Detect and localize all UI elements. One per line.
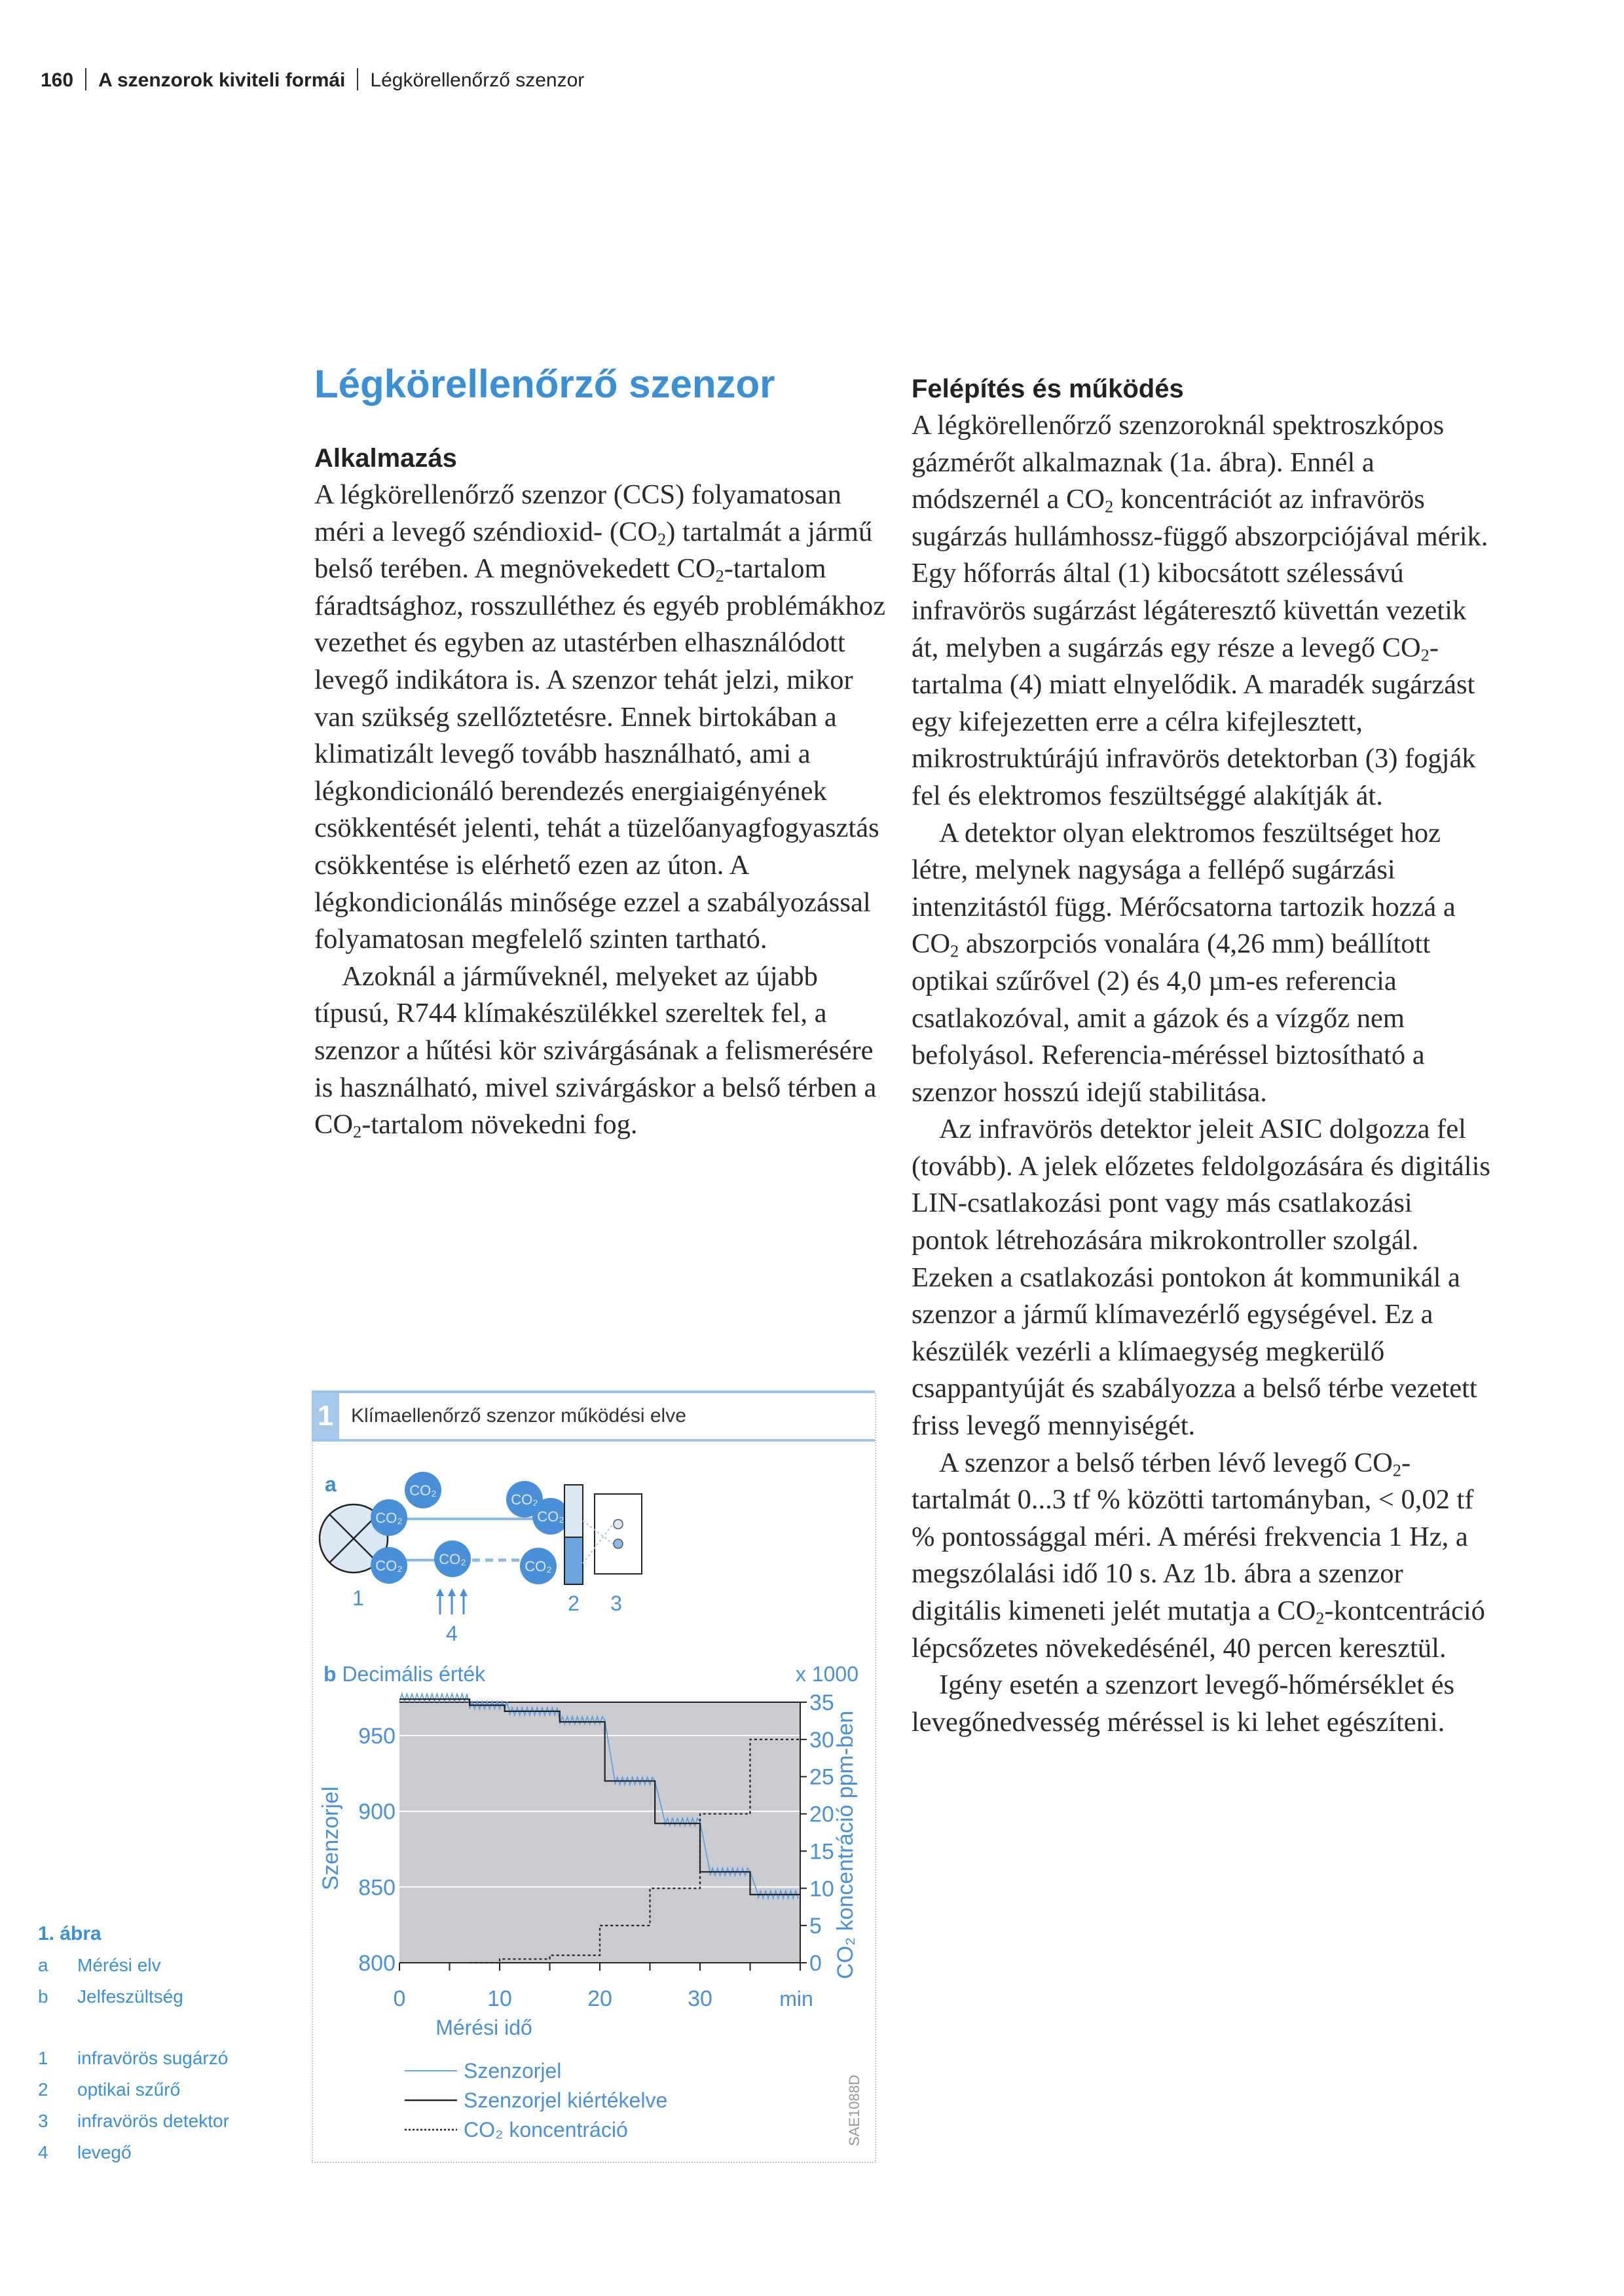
legend-label: Szenzorjel	[464, 2059, 562, 2083]
y-left-tick-label: 950	[358, 1723, 396, 1749]
section-heading-application: Alkalmazás	[314, 444, 457, 473]
co2-molecule-icon	[520, 1548, 557, 1584]
co2-molecule-icon	[371, 1547, 407, 1584]
page-number: 160	[41, 69, 74, 91]
header-divider	[85, 68, 86, 90]
caption-row	[38, 1981, 229, 2013]
caption-key: a	[38, 1955, 48, 1975]
co2-molecule-label: CO₂	[439, 1551, 466, 1567]
caption-text: levegő	[77, 2142, 132, 2162]
co2-molecule-label: CO₂	[375, 1510, 403, 1526]
co2-molecule-label: CO₂	[409, 1482, 437, 1499]
y-axis-right-label: CO₂ koncentráció ppm-ben	[833, 1710, 858, 1980]
co2-molecule-label: CO₂	[525, 1558, 552, 1575]
figure-caption	[38, 1918, 229, 2168]
co2-molecule-label: CO₂	[511, 1491, 538, 1508]
y-right-tick-label: 0	[809, 1951, 822, 1976]
caption-row	[38, 2105, 229, 2137]
paragraph: A légkörellenőrző szenzor (CCS) folyamatosan méri a levegő széndioxid- $(CO_2)$ tartalmát a jármű belső terében. A megnövekedett $CO_2$-tartalom fáradtsághoz, rosszulléthez és egyéb problémákhoz vezethet és egyben az utastérben elhasználódott levegő indikátora is. A szenzor tehát jelzi, mikor van szükség szellőztetésre. Ennek birtokában a klimatizált levegő tovább használható, ami a légkondicionáló berendezés energiaigényének csökkentését jelenti, tehát a tüzelőanyagfogyasztás csökkentése is elérhető ezen az úton. A légkondicionálás minősége ezzel a szabályozással folyamatosan megfelelő szinten tartható.	[314, 479, 886, 955]
caption-title: 1. ábra	[38, 1923, 101, 1944]
y-right-tick-label: 5	[809, 1914, 822, 1939]
section-title: Légkörellenőrző szenzor	[370, 69, 585, 91]
legend-label: Szenzorjel kiértékelve	[464, 2088, 668, 2112]
co2-molecule-icon	[405, 1472, 441, 1508]
caption-key: 4	[38, 2142, 48, 2162]
caption-row	[38, 1950, 229, 1981]
y-right-tick-label: 30	[809, 1727, 834, 1753]
part-label: 4	[446, 1622, 458, 1645]
paragraph: Az infravörös detektor jeleit ASIC dolgozza fel (tovább). A jelek előzetes feldolgozására és digitális LIN-csatlakozási pont vagy más csatlakozási pontok létrehozására mikrokontroller szolgál. Ezeken a csatlakozási pontokon át kommunikál a szenzor a jármű klímavezérlő egységével. Ez a készülék vezérli a klímaegység megkerülő csappantyúját és szabályozza a belső térbe vezetett friss levegő mennyiségét.	[912, 1114, 1490, 1442]
right-axis-multiplier: x 1000	[795, 1662, 858, 1686]
co2-molecule-label: CO₂	[537, 1508, 564, 1525]
header-divider	[357, 68, 358, 90]
x-tick-label: 0	[393, 1986, 406, 2011]
y-right-tick-label: 15	[809, 1839, 834, 1865]
legend-label: CO₂ koncentráció	[464, 2118, 628, 2141]
caption-row	[38, 2043, 229, 2074]
chapter-title: A szenzorok kiviteli formái	[98, 69, 346, 91]
y-left-tick-label: 900	[358, 1799, 396, 1825]
co2-molecule-icon	[434, 1540, 471, 1577]
x-tick-label: 30	[688, 1986, 712, 2011]
paragraph: Igény esetén a szenzort levegő-hőmérséklet és levegőnedvesség méréssel is ki lehet egészíteni.	[912, 1669, 1455, 1738]
running-header	[41, 68, 584, 92]
co2-molecule-icon	[532, 1498, 569, 1535]
caption-text: Jelfeszültség	[77, 1986, 183, 2007]
page-title: Légkörellenőrző szenzor	[314, 362, 775, 406]
caption-row	[38, 2074, 229, 2105]
optical-filter-icon	[564, 1485, 583, 1584]
y-left-tick-label: 850	[358, 1875, 396, 1901]
x-axis-label: Mérési idő	[435, 2016, 532, 2039]
figure-code: SAE1088D	[846, 2075, 862, 2146]
figure-number: 1	[312, 1393, 339, 1439]
caption-row	[38, 2137, 229, 2168]
caption-text: infravörös sugárzó	[77, 2048, 229, 2068]
air-inflow-arrows-icon	[436, 1588, 468, 1614]
x-tick-label: 10	[487, 1986, 512, 2011]
paragraph: A légkörellenőrző szenzoroknál spektroszkópos gázmérőt alkalmaznak (1a. ábra). Ennél a módszernél a $CO_2$ koncentrációt az infravörös sugárzás hullámhossz-függő abszorpciójával mérik. Egy hőforrás által (1) kibocsátott szélessávú infravörös sugárzást légáteresztő küvettán vezetik át, melyben a sugárzás egy része a levegő $CO_2$-tartalma (4) miatt elnyelődik. A maradék sugárzást egy kifejezetten erre a célra kifejlesztett, mikrostruktúrájú infravörös detektorban (3) fogják fel és elektromos feszültséggé alakítják át.	[912, 410, 1488, 811]
left-column	[314, 440, 891, 1144]
caption-key: 2	[38, 2079, 48, 2100]
caption-text: optikai szűrő	[77, 2079, 181, 2100]
x-tick-label: 20	[587, 1986, 612, 2011]
part-label: 3	[610, 1592, 622, 1615]
caption-text: Mérési elv	[77, 1955, 161, 1975]
paragraph: Azoknál a járműveknél, melyeket az újabb típusú, R744 klímakészülékkel szereltek fel, a szenzor a hűtési kör szivárgásának a felismerésére is használható, mivel szivárgáskor a belső térben a $CO_2$-tartalom növekedni fog.	[314, 960, 877, 1142]
right-column	[912, 371, 1493, 1741]
figure-header	[312, 1391, 875, 1442]
ir-detector-icon	[583, 1494, 642, 1574]
part-label: 2	[568, 1592, 580, 1615]
caption-key: 1	[38, 2048, 48, 2068]
chart-legend	[405, 2059, 667, 2141]
plot-area	[399, 1702, 800, 1963]
y-right-tick-label: 20	[809, 1802, 834, 1827]
chart-title: b Decimális érték	[323, 1662, 486, 1686]
y-axis-left-label: Szenzorjel	[318, 1786, 343, 1891]
section-heading-construction: Felépítés és működés	[912, 374, 1184, 403]
part-label: 1	[352, 1586, 364, 1610]
y-right-tick-label: 35	[809, 1690, 834, 1715]
caption-key: b	[38, 1986, 48, 2007]
paragraph: A szenzor a belső térben lévő levegő $CO_2$-tartalmát 0...3 tf % közötti tartományban, < 0,02 tf % pontossággal méri. A mérési frekvencia 1 Hz, a megszólalási idő 10 s. Az 1b. ábra a szenzor digitális kimeneti jelét mutatja a $CO_2$-kontcentráció lépcsőzetes növekedésénél, 40 percen keresztül.	[912, 1447, 1485, 1664]
y-right-tick-label: 25	[809, 1764, 834, 1790]
figure-title: Klímaellenőrző szenzor működési elve	[351, 1405, 686, 1427]
x-axis-unit: min	[779, 1987, 813, 2011]
paragraph: A detektor olyan elektromos feszültséget hoz létre, melynek nagysága a fellépő sugárzási intenzitástól függ. Mérőcsatorna tartozik hozzá a $CO_2$ abszorpciós vonalára (4,26 mm) beállított optikai szűrővel (2) és 4,0 µm-es referencia csatlakozóval, amit a gázok és a vízgőz nem befolyásol. Referencia-méréssel biztosítható a szenzor hosszú idejű stabilitása.	[912, 817, 1456, 1108]
y-left-tick-label: 800	[358, 1951, 396, 1976]
y-right-tick-label: 10	[809, 1876, 834, 1902]
panel-a-label: a	[325, 1472, 337, 1496]
co2-molecule-label: CO₂	[375, 1558, 403, 1574]
caption-key: 3	[38, 2111, 48, 2131]
figure-drawing	[312, 1439, 874, 2159]
caption-text: infravörös detektor	[77, 2111, 229, 2131]
co2-molecule-icon	[371, 1499, 407, 1536]
